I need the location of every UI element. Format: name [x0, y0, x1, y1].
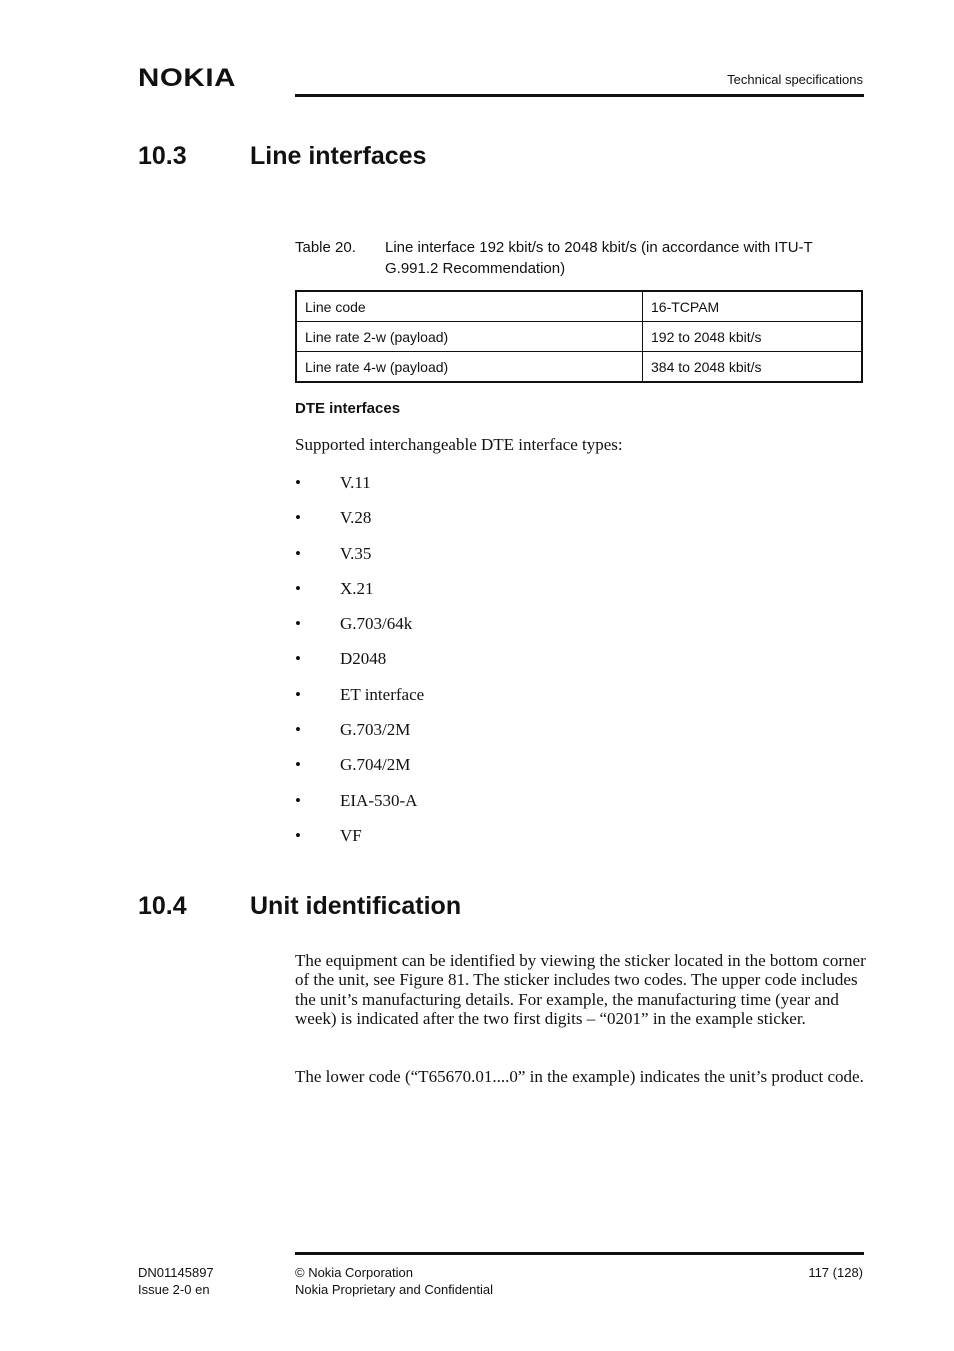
bullet-icon: •: [295, 720, 301, 740]
section-title: Line interfaces: [250, 142, 427, 170]
bullet-icon: •: [295, 578, 301, 598]
dte-interfaces-heading: DTE interfaces: [295, 400, 401, 417]
header-section-title: Technical specifications: [727, 72, 863, 87]
table-cell: Line rate 4-w (payload): [296, 352, 643, 383]
list-item-text: V.11: [340, 473, 371, 492]
footer-issue: Issue 2-0 en: [138, 1282, 210, 1297]
footer-doc-info: [138, 1264, 214, 1298]
list-item-text: EIA-530-A: [340, 790, 418, 810]
table-caption-text: Line interface 192 kbit/s to 2048 kbit/s (in accordance with ITU-T G.991.2 Recommendation): [385, 239, 813, 277]
footer-page-number: 117 (128): [808, 1265, 863, 1280]
bullet-icon: •: [295, 684, 301, 704]
table-cell: 384 to 2048 kbit/s: [643, 352, 863, 383]
table-label: Table 20.: [295, 239, 356, 256]
footer-doc-id: DN01145897: [138, 1265, 214, 1280]
list-item-text: G.703/2M: [340, 720, 411, 740]
footer-divider: [295, 1252, 864, 1255]
list-item-text: V.28: [340, 508, 372, 528]
section-heading-10-4: [138, 892, 461, 921]
section-number: 10.3: [138, 142, 187, 170]
list-item-text: G.704/2M: [340, 755, 411, 775]
list-item-text: V.35: [340, 543, 372, 563]
nokia-logo: NOKIA: [138, 64, 237, 92]
table-cell: 192 to 2048 kbit/s: [643, 322, 863, 352]
table-cell: Line code: [296, 291, 643, 322]
bullet-icon: •: [295, 508, 301, 528]
list-item-text: D2048: [340, 649, 387, 669]
list-item-text: X.21: [340, 578, 374, 598]
bullet-icon: •: [295, 649, 301, 669]
bullet-icon: •: [295, 790, 301, 810]
bullet-icon: •: [295, 614, 301, 634]
table-row: [296, 322, 862, 352]
section-heading-10-3: [138, 142, 426, 171]
table-row: [296, 352, 862, 383]
section-title: Unit identification: [250, 892, 462, 920]
line-interface-table: [295, 290, 863, 383]
list-item-text: ET interface: [340, 684, 425, 704]
table-caption: [295, 237, 864, 279]
bullet-icon: •: [295, 543, 301, 563]
body-paragraph: The equipment can be identified by viewing the sticker located in the bottom corner of the unit, see Figure 81. The sticker includes two codes. The upper code includes the unit’s manufacturing details. For example, the manufacturing time (year and week) is indicated after the two first digits – “0201” in the example sticker.: [295, 951, 866, 1028]
footer-copyright: © Nokia Corporation: [295, 1265, 413, 1280]
body-paragraph: The lower code (“T65670.01....0” in the example) indicates the unit’s product code.: [295, 1067, 864, 1086]
footer-legal: [295, 1264, 493, 1298]
bullet-icon: •: [295, 755, 301, 775]
dte-intro-text: Supported interchangeable DTE interface types:: [295, 435, 623, 454]
footer-confidentiality: Nokia Proprietary and Confidential: [295, 1282, 493, 1297]
list-item-text: G.703/64k: [340, 614, 413, 634]
header-divider: [295, 94, 864, 97]
table-row: [296, 291, 862, 322]
list-item-text: VF: [340, 825, 362, 845]
section-number: 10.4: [138, 892, 187, 920]
bullet-icon: •: [295, 473, 301, 492]
table-cell: 16-TCPAM: [643, 291, 863, 322]
table-cell: Line rate 2-w (payload): [296, 322, 643, 352]
bullet-icon: •: [295, 825, 301, 845]
